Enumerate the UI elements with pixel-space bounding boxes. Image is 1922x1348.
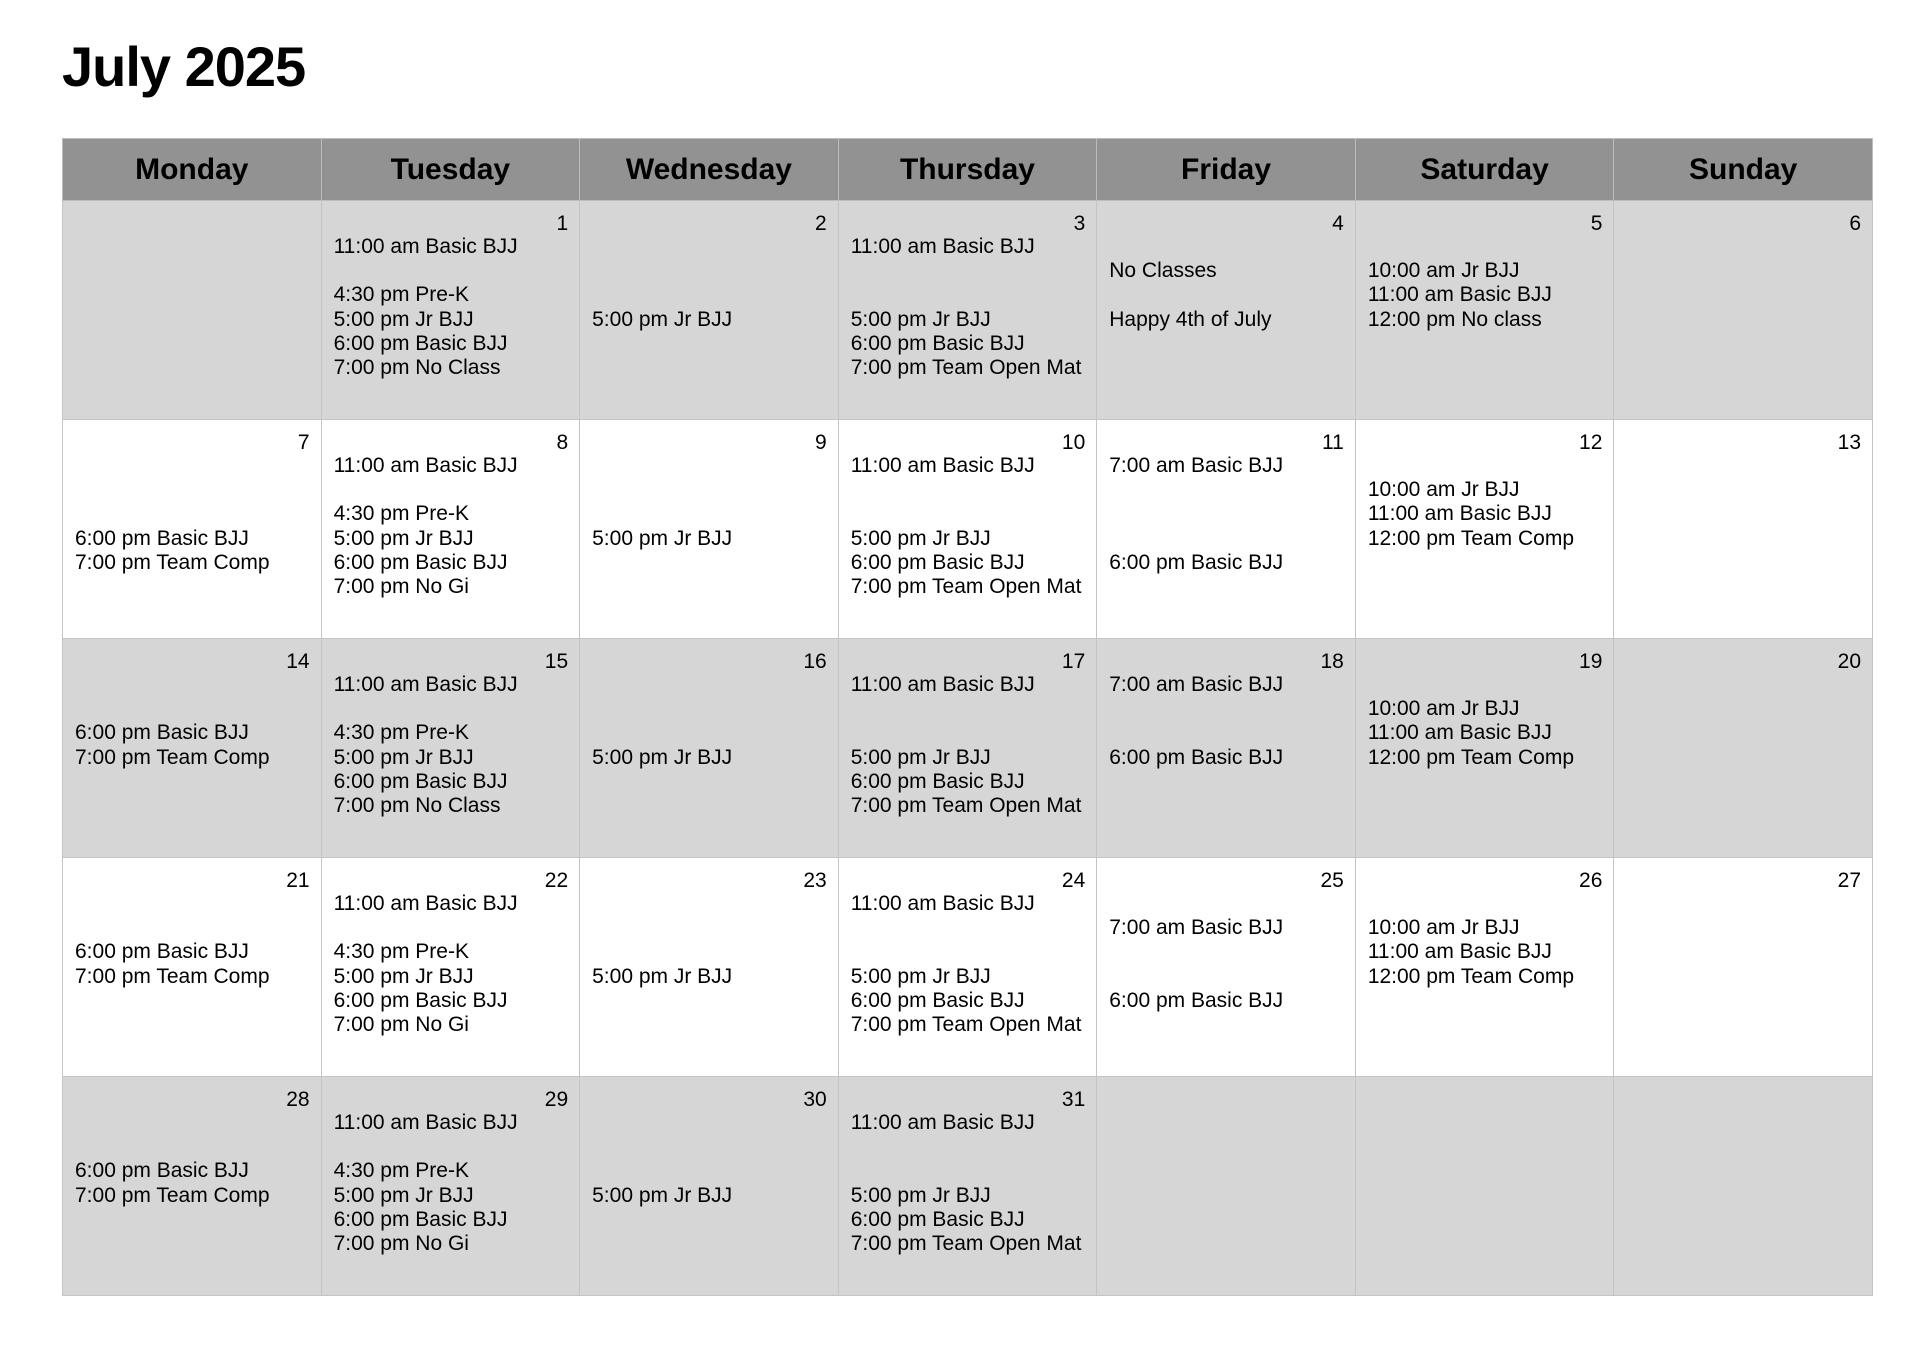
- spacer-line: [334, 478, 572, 502]
- day-number: 5: [1590, 212, 1603, 235]
- class-entry: 11:00 am Basic BJJ: [1367, 502, 1552, 526]
- spacer-line: [592, 1135, 830, 1159]
- class-entry: 6:00 pm Basic BJJ: [850, 1207, 1025, 1231]
- class-entry: 5:00 pm Jr BJJ: [333, 964, 474, 988]
- day-cell-content: [580, 201, 838, 419]
- day-number: 19: [1579, 650, 1603, 673]
- class-list: [851, 673, 1089, 818]
- day-cell-content: [1097, 1077, 1355, 1295]
- day-cell-monday: [63, 1077, 322, 1296]
- week-row: [63, 639, 1873, 858]
- day-cell-thursday: [838, 639, 1097, 858]
- weekday-header-monday: Monday: [63, 139, 322, 201]
- class-entry: 4:30 pm Pre-K: [333, 283, 469, 307]
- spacer-line: [592, 283, 830, 307]
- day-cell-wednesday: [580, 858, 839, 1077]
- class-entry: 11:00 am Basic BJJ: [850, 235, 1035, 258]
- class-entry: 11:00 am Basic BJJ: [850, 1111, 1035, 1134]
- class-list: [851, 1111, 1089, 1256]
- class-list: [592, 454, 830, 551]
- day-cell-friday: [1097, 201, 1356, 420]
- spacer-line: [75, 1135, 313, 1159]
- class-list: [75, 454, 313, 575]
- day-number: 26: [1579, 869, 1603, 892]
- day-number: 24: [1061, 869, 1086, 892]
- day-cell-friday: [1097, 858, 1356, 1077]
- class-entry: 11:00 am Basic BJJ: [1367, 940, 1552, 964]
- spacer-line: [592, 697, 830, 721]
- day-number: 10: [1061, 431, 1086, 454]
- class-list: [592, 673, 830, 770]
- weekday-header-sunday: Sunday: [1614, 139, 1873, 201]
- class-entry: 11:00 am Basic BJJ: [850, 454, 1035, 477]
- class-list: [1109, 454, 1347, 575]
- spacer-line: [1109, 235, 1347, 259]
- class-entry: 6:00 pm Basic BJJ: [1109, 550, 1284, 574]
- day-cell-monday: [63, 858, 322, 1077]
- weekday-header-friday: Friday: [1097, 139, 1356, 201]
- class-list: [851, 892, 1089, 1037]
- class-list: [75, 1111, 313, 1208]
- day-cell-content: [1614, 420, 1872, 638]
- spacer-line: [592, 502, 830, 526]
- class-entry: 5:00 pm Jr BJJ: [592, 1183, 733, 1207]
- day-cell-content: [580, 858, 838, 1076]
- class-entry: 5:00 pm Jr BJJ: [850, 964, 991, 988]
- class-list: [75, 892, 313, 989]
- class-list: [592, 892, 830, 989]
- class-entry: 6:00 pm Basic BJJ: [333, 988, 508, 1012]
- spacer-line: [1109, 478, 1347, 502]
- day-cell-monday: [63, 420, 322, 639]
- spacer-line: [75, 478, 313, 502]
- class-list: [1109, 673, 1347, 770]
- day-cell-wednesday: [580, 639, 839, 858]
- weekday-header-saturday: Saturday: [1355, 139, 1614, 201]
- day-cell-content: [63, 858, 321, 1076]
- spacer-line: [1109, 283, 1347, 307]
- class-entry: 6:00 pm Basic BJJ: [75, 1159, 249, 1183]
- class-entry: 7:00 pm Team Open Mat: [850, 1012, 1082, 1036]
- class-entry: 11:00 am Basic BJJ: [850, 673, 1035, 696]
- day-cell-content: [322, 1077, 580, 1295]
- spacer-line: [1368, 235, 1606, 259]
- spacer-line: [851, 259, 1089, 283]
- day-number: 6: [1849, 212, 1861, 235]
- class-entry: 5:00 pm Jr BJJ: [592, 526, 733, 550]
- day-cell-content: [63, 420, 321, 638]
- spacer-line: [851, 1135, 1089, 1159]
- spacer-line: [75, 892, 313, 916]
- day-cell-sunday: [1614, 858, 1873, 1077]
- day-cell-content: [839, 639, 1097, 857]
- day-number: 23: [803, 869, 827, 892]
- spacer-line: [75, 673, 313, 697]
- spacer-line: [75, 502, 313, 526]
- spacer-line: [334, 916, 572, 940]
- day-cell-wednesday: [580, 201, 839, 420]
- day-cell-content: [1097, 420, 1355, 638]
- class-list: [75, 673, 313, 770]
- day-cell-content: [1097, 201, 1355, 419]
- day-cell-sunday: [1614, 420, 1873, 639]
- spacer-line: [851, 697, 1089, 721]
- class-entry: 7:00 pm Team Comp: [75, 550, 270, 574]
- spacer-line: [1109, 502, 1347, 526]
- day-cell-tuesday: [321, 1077, 580, 1296]
- day-number: 30: [803, 1088, 827, 1111]
- class-entry: 4:30 pm Pre-K: [333, 502, 469, 526]
- day-cell-content: [322, 420, 580, 638]
- spacer-line: [334, 697, 572, 721]
- day-number: 1: [556, 212, 569, 235]
- day-number: 4: [1332, 212, 1344, 235]
- spacer-line: [592, 1111, 830, 1135]
- class-entry: 11:00 am Basic BJJ: [333, 892, 518, 915]
- week-row: [63, 420, 1873, 639]
- day-cell-content: [839, 420, 1097, 638]
- spacer-line: [592, 916, 830, 940]
- day-cell-content: [322, 639, 580, 857]
- day-cell-saturday: [1355, 420, 1614, 639]
- day-number: 17: [1061, 650, 1086, 673]
- spacer-line: [1109, 940, 1347, 964]
- day-cell-content: [580, 1077, 838, 1295]
- class-list: [334, 1111, 572, 1256]
- day-number: 9: [815, 431, 827, 454]
- day-cell-friday: [1097, 1077, 1356, 1296]
- day-number: 31: [1061, 1088, 1086, 1111]
- class-entry: 7:00 pm No Class: [333, 793, 501, 817]
- day-cell-content: [1614, 639, 1872, 857]
- class-entry: 6:00 pm Basic BJJ: [333, 1207, 508, 1231]
- spacer-line: [592, 478, 830, 502]
- class-entry: 6:00 pm Basic BJJ: [850, 988, 1025, 1012]
- day-cell-tuesday: [321, 858, 580, 1077]
- calendar-body: [63, 201, 1873, 1296]
- day-cell-content: [1356, 1077, 1614, 1295]
- spacer-line: [592, 940, 830, 964]
- class-entry: 7:00 am Basic BJJ: [1109, 916, 1284, 940]
- class-entry: 5:00 pm Jr BJJ: [850, 1183, 991, 1207]
- spacer-line: [334, 1135, 572, 1159]
- day-cell-content: [322, 858, 580, 1076]
- spacer-line: [851, 283, 1089, 307]
- spacer-line: [592, 235, 830, 259]
- class-entry: 11:00 am Basic BJJ: [1367, 283, 1552, 307]
- day-cell-content: [1614, 858, 1872, 1076]
- day-number: 13: [1837, 431, 1861, 454]
- day-number: 20: [1837, 650, 1861, 673]
- spacer-line: [75, 1111, 313, 1135]
- class-entry: 6:00 pm Basic BJJ: [75, 940, 249, 964]
- day-cell-content: [63, 1077, 321, 1295]
- day-cell-wednesday: [580, 420, 839, 639]
- class-list: [592, 1111, 830, 1208]
- class-entry: 5:00 pm Jr BJJ: [333, 745, 474, 769]
- class-entry: 6:00 pm Basic BJJ: [850, 769, 1025, 793]
- class-entry: 10:00 am Jr BJJ: [1367, 916, 1520, 940]
- day-number: 7: [297, 431, 310, 454]
- day-cell-saturday: [1355, 1077, 1614, 1296]
- day-number: 14: [286, 650, 310, 673]
- day-cell-saturday: [1355, 639, 1614, 858]
- class-entry: 5:00 pm Jr BJJ: [592, 745, 733, 769]
- day-cell-thursday: [838, 420, 1097, 639]
- class-entry: 11:00 am Basic BJJ: [333, 235, 518, 258]
- day-cell-content: [63, 639, 321, 857]
- class-entry: Happy 4th of July: [1109, 307, 1272, 331]
- class-entry: 5:00 pm Jr BJJ: [850, 307, 991, 331]
- day-cell-content: [1356, 420, 1614, 638]
- class-entry: 7:00 pm Team Open Mat: [850, 793, 1082, 817]
- class-entry: 10:00 am Jr BJJ: [1367, 259, 1520, 283]
- class-entry: 6:00 pm Basic BJJ: [75, 721, 249, 745]
- class-entry: 11:00 am Basic BJJ: [333, 454, 518, 477]
- day-cell-content: [1097, 639, 1355, 857]
- class-list: [851, 235, 1089, 380]
- spacer-line: [851, 916, 1089, 940]
- day-cell-tuesday: [321, 639, 580, 858]
- class-list: [334, 673, 572, 818]
- day-cell-saturday: [1355, 858, 1614, 1077]
- week-row: [63, 1077, 1873, 1296]
- class-entry: 7:00 pm Team Comp: [75, 745, 270, 769]
- page-title: July 2025: [62, 35, 306, 98]
- day-cell-content: [1614, 201, 1872, 419]
- class-entry: 6:00 pm Basic BJJ: [1109, 988, 1284, 1012]
- spacer-line: [592, 892, 830, 916]
- spacer-line: [1368, 892, 1606, 916]
- class-entry: 5:00 pm Jr BJJ: [592, 307, 733, 331]
- day-cell-content: [580, 639, 838, 857]
- class-entry: 6:00 pm Basic BJJ: [333, 769, 508, 793]
- class-entry: 4:30 pm Pre-K: [333, 940, 469, 964]
- day-number: 3: [1073, 212, 1086, 235]
- day-cell-friday: [1097, 639, 1356, 858]
- class-entry: 7:00 pm Team Comp: [75, 964, 270, 988]
- spacer-line: [851, 1159, 1089, 1183]
- class-entry: 7:00 pm Team Open Mat: [850, 1231, 1082, 1255]
- class-entry: 5:00 pm Jr BJJ: [333, 526, 474, 550]
- class-entry: 11:00 am Basic BJJ: [1367, 721, 1552, 745]
- class-entry: 5:00 pm Jr BJJ: [333, 1183, 474, 1207]
- class-list: [334, 892, 572, 1037]
- spacer-line: [1109, 965, 1347, 989]
- day-number: 2: [815, 212, 827, 235]
- spacer-line: [592, 721, 830, 745]
- class-list: [1368, 892, 1606, 989]
- spacer-line: [334, 259, 572, 283]
- day-number: 29: [544, 1088, 569, 1111]
- spacer-line: [1368, 454, 1606, 478]
- spacer-line: [75, 916, 313, 940]
- spacer-line: [75, 454, 313, 478]
- class-entry: 6:00 pm Basic BJJ: [850, 550, 1025, 574]
- class-entry: 6:00 pm Basic BJJ: [1109, 745, 1284, 769]
- spacer-line: [851, 721, 1089, 745]
- spacer-line: [592, 673, 830, 697]
- class-entry: 7:00 pm No Gi: [333, 574, 469, 598]
- day-number: 8: [556, 431, 569, 454]
- day-cell-content: [839, 1077, 1097, 1295]
- spacer-line: [592, 1159, 830, 1183]
- class-entry: 5:00 pm Jr BJJ: [333, 307, 474, 331]
- day-cell-content: [63, 201, 321, 419]
- day-number: 12: [1579, 431, 1603, 454]
- day-number: 21: [286, 869, 310, 892]
- day-cell-content: [1356, 201, 1614, 419]
- spacer-line: [1368, 673, 1606, 697]
- day-cell-monday: [63, 201, 322, 420]
- class-entry: 7:00 pm Team Comp: [75, 1183, 270, 1207]
- day-number: 27: [1837, 869, 1861, 892]
- class-entry: 10:00 am Jr BJJ: [1367, 697, 1520, 721]
- class-entry: 5:00 pm Jr BJJ: [592, 964, 733, 988]
- class-entry: 11:00 am Basic BJJ: [333, 1111, 518, 1134]
- day-cell-saturday: [1355, 201, 1614, 420]
- week-row: [63, 201, 1873, 420]
- weekday-header-wednesday: Wednesday: [580, 139, 839, 201]
- day-cell-monday: [63, 639, 322, 858]
- class-entry: 12:00 pm Team Comp: [1367, 745, 1575, 769]
- class-entry: 4:30 pm Pre-K: [333, 721, 469, 745]
- class-entry: 5:00 pm Jr BJJ: [850, 526, 991, 550]
- class-entry: No Classes: [1109, 259, 1217, 283]
- day-number: 18: [1320, 650, 1344, 673]
- class-entry: 6:00 pm Basic BJJ: [850, 331, 1025, 355]
- spacer-line: [75, 697, 313, 721]
- calendar-grid: [62, 138, 1873, 1296]
- day-cell-friday: [1097, 420, 1356, 639]
- day-cell-tuesday: [321, 201, 580, 420]
- spacer-line: [1109, 892, 1347, 916]
- class-entry: 7:00 pm Team Open Mat: [850, 574, 1082, 598]
- class-entry: 6:00 pm Basic BJJ: [333, 550, 508, 574]
- day-number: 15: [544, 650, 569, 673]
- day-number: 28: [286, 1088, 310, 1111]
- day-cell-content: [322, 201, 580, 419]
- class-entry: 12:00 pm Team Comp: [1367, 526, 1575, 550]
- class-list: [334, 235, 572, 380]
- class-entry: 5:00 pm Jr BJJ: [850, 745, 991, 769]
- spacer-line: [1109, 721, 1347, 745]
- class-entry: 7:00 pm No Gi: [333, 1231, 469, 1255]
- class-entry: 7:00 am Basic BJJ: [1109, 673, 1284, 696]
- class-entry: 7:00 pm No Class: [333, 355, 501, 379]
- class-entry: 7:00 pm No Gi: [333, 1012, 469, 1036]
- class-entry: 4:30 pm Pre-K: [333, 1159, 469, 1183]
- class-list: [592, 235, 830, 332]
- spacer-line: [1109, 527, 1347, 551]
- class-entry: 6:00 pm Basic BJJ: [75, 526, 249, 550]
- day-number: 25: [1320, 869, 1344, 892]
- week-row: [63, 858, 1873, 1077]
- day-cell-wednesday: [580, 1077, 839, 1296]
- weekday-header-thursday: Thursday: [838, 139, 1097, 201]
- day-number: 22: [544, 869, 569, 892]
- spacer-line: [851, 940, 1089, 964]
- day-cell-content: [839, 858, 1097, 1076]
- class-entry: 11:00 am Basic BJJ: [333, 673, 518, 696]
- day-cell-tuesday: [321, 420, 580, 639]
- class-entry: 12:00 pm Team Comp: [1367, 964, 1575, 988]
- class-list: [334, 454, 572, 599]
- day-cell-thursday: [838, 858, 1097, 1077]
- class-list: [1109, 235, 1347, 332]
- day-cell-thursday: [838, 201, 1097, 420]
- spacer-line: [851, 478, 1089, 502]
- spacer-line: [592, 259, 830, 283]
- day-cell-content: [1356, 858, 1614, 1076]
- day-cell-sunday: [1614, 639, 1873, 858]
- class-list: [851, 454, 1089, 599]
- class-list: [1368, 673, 1606, 770]
- day-cell-thursday: [838, 1077, 1097, 1296]
- day-cell-content: [1614, 1077, 1872, 1295]
- day-number: 16: [803, 650, 827, 673]
- spacer-line: [1109, 697, 1347, 721]
- spacer-line: [592, 454, 830, 478]
- class-entry: 12:00 pm No class: [1367, 307, 1542, 331]
- class-entry: 7:00 am Basic BJJ: [1109, 454, 1284, 477]
- class-entry: 11:00 am Basic BJJ: [850, 892, 1035, 915]
- class-entry: 7:00 pm Team Open Mat: [850, 355, 1082, 379]
- weekday-header-tuesday: Tuesday: [321, 139, 580, 201]
- class-list: [1368, 235, 1606, 332]
- spacer-line: [851, 502, 1089, 526]
- weekday-header-row: [63, 139, 1873, 201]
- day-cell-sunday: [1614, 201, 1873, 420]
- day-cell-content: [580, 420, 838, 638]
- class-list: [1368, 454, 1606, 551]
- day-cell-sunday: [1614, 1077, 1873, 1296]
- day-cell-content: [1356, 639, 1614, 857]
- class-entry: 6:00 pm Basic BJJ: [333, 331, 508, 355]
- class-list: [1109, 892, 1347, 1013]
- day-number: 11: [1322, 431, 1344, 454]
- class-entry: 10:00 am Jr BJJ: [1367, 478, 1520, 502]
- day-cell-content: [839, 201, 1097, 419]
- day-cell-content: [1097, 858, 1355, 1076]
